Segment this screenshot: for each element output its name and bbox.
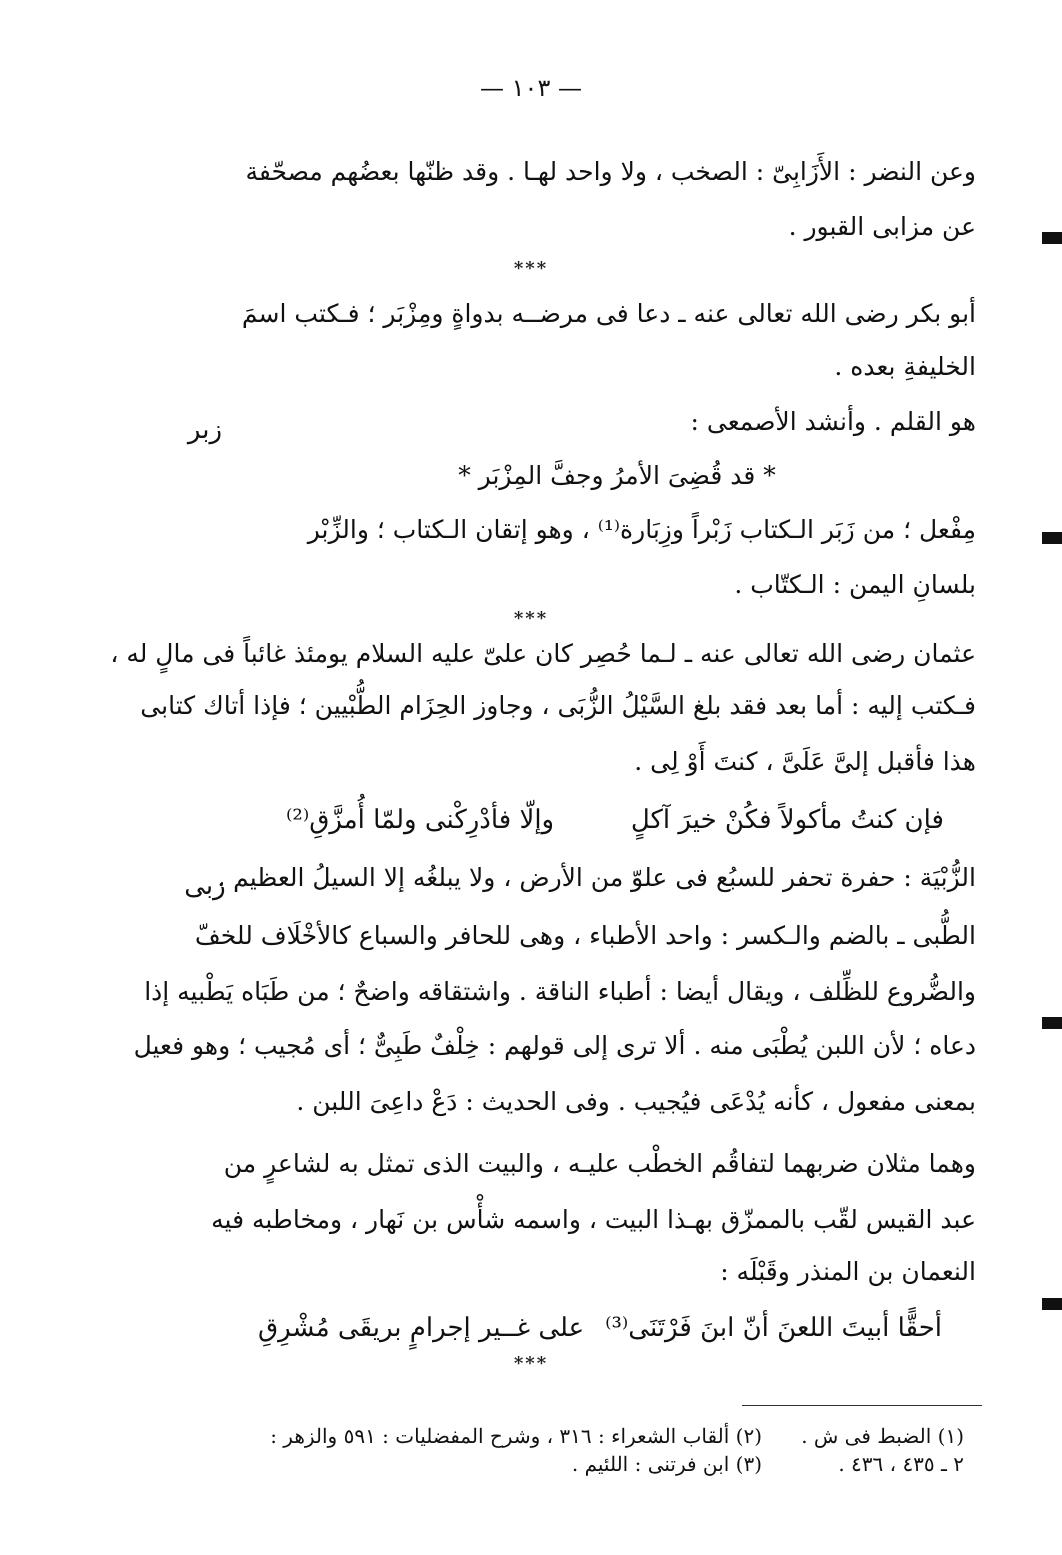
scan-edge-mark	[1042, 532, 1062, 544]
quoted-verse: * قد قُضِىَ الأمرُ وجفَّ المِزْبَر *	[458, 461, 776, 490]
footnote-2-line-2: ٢ ـ ٤٣٥ ، ٤٣٦ .	[838, 1452, 964, 1476]
paragraph-line: الزُّبْيَة : حفرة تحفر للسبُع فى علوّ من الأرض ، ولا يبلغُه إلا السيلُ العظيم .	[217, 863, 976, 892]
footnote-3: (٣) ابن فرتنى : اللئيم .	[571, 1452, 762, 1476]
verse-hemistich-right: فإن كنتُ مأكولاً فكُنْ خيرَ آكلٍ	[630, 805, 944, 835]
paragraph-line: هذا فأقبل إلىَّ عَلَىَّ ، كنتَ أَوْ لِى .	[634, 747, 976, 776]
paragraph-line: فـكتب إليه : أما بعد فقد بلغ السَّيْلُ الزُّبَى ، وجاوز الحِزَام الطُّبْيين ؛ فإذا أتاك كتابى	[140, 691, 976, 720]
paragraph-line: عن مزابى القبور .	[788, 212, 976, 241]
paragraph-line: وهما مثلان ضربهما لتفاقُم الخطْب عليـه ، والبيت الذى تمثل به لشاعرٍ من	[223, 1149, 976, 1178]
paragraph-line: بمعنى مفعول ، كأنه يُدْعَى فيُجيب . وفى الحديث : دَعْ داعِىَ اللبن .	[296, 1087, 976, 1116]
scan-edge-mark	[1042, 1017, 1062, 1029]
section-separator: ***	[513, 258, 549, 279]
scan-edge-mark	[1042, 232, 1062, 244]
paragraph-line: بلسانِ اليمن : الـكتّاب .	[734, 570, 976, 599]
verse-hemistich-left: وإلّا فأدْرِكْنى ولمّا أُمزَّقِ⁽²⁾	[286, 805, 555, 835]
paragraph-line: أبو بكر رضى الله تعالى عنه ـ دعا فى مرضــه بدواةٍ ومِزْبَر ؛ فـكتب اسمَ	[241, 299, 976, 328]
paragraph-line: دعاه ؛ لأن اللبن يُطْبَى منه . ألا ترى إلى قولهم : خِلْفٌ طَبِىٌّ ؛ أى مُجيب ؛ وهو فعيل	[133, 1031, 976, 1060]
paragraph-line: هو القلم . وأنشد الأصمعى :	[690, 407, 976, 436]
section-separator: ***	[513, 1353, 549, 1374]
margin-root-word: زبر	[187, 415, 223, 445]
paragraph-line: النعمان بن المنذر وقَبْلَه :	[720, 1257, 976, 1286]
scan-edge-mark	[1042, 1298, 1062, 1310]
section-separator: ***	[513, 608, 549, 629]
page-number: — ١٠٣ —	[480, 74, 582, 102]
paragraph-line: عبد القيس لقّب بالممزّق بهـذا البيت ، واسمه شأْس بن نَهار ، ومخاطبه فيه	[211, 1205, 976, 1234]
verse-hemistich-right: أحقًّا أبيتَ اللعنَ أنّ ابنَ فَرْتَنَى⁽³⁾	[605, 1313, 942, 1343]
paragraph-line: عثمان رضى الله تعالى عنه ـ لـما حُصِر كان علىّ عليه السلام يومئذ غائباً فى مالٍ له ،	[110, 639, 976, 668]
footnote-1: (١) الضبط فى ش .	[801, 1424, 964, 1448]
paragraph-line: مِفْعل ؛ من زَبَر الـكتاب زَبْراً وزِبَارة⁽¹⁾ ، وهو إتقان الـكتاب ؛ والزِّبْر	[307, 515, 976, 544]
footnote-rule	[742, 1405, 982, 1406]
paragraph-line: الطُّبى ـ بالضم والـكسر : واحد الأطباء ، وهى للحافر والسباع كالأخْلَاف للخفّ	[194, 921, 976, 950]
footnote-2-line-1: (٢) ألقاب الشعراء : ٣١٦ ، وشرح المفضليات : ٥٩١ والزهر :	[270, 1424, 762, 1448]
paragraph-line: وعن النضر : الأَزَابِىّ : الصخب ، ولا واحد لهـا . وقد ظنّها بعضُهم مصحّفة	[245, 157, 976, 186]
paragraph-line: والضُّروع للظِّلف ، ويقال أيضا : أطباء الناقة . واشتقاقه واضحٌ ؛ من طَبَاه يَطْبيه إذا	[144, 977, 976, 1006]
paragraph-line: الخليفةِ بعده .	[834, 352, 976, 381]
margin-root-word: زبى	[184, 871, 226, 901]
verse-hemistich-left: على غــير إجرامٍ بريقَى مُشْرِقِ	[258, 1313, 585, 1343]
